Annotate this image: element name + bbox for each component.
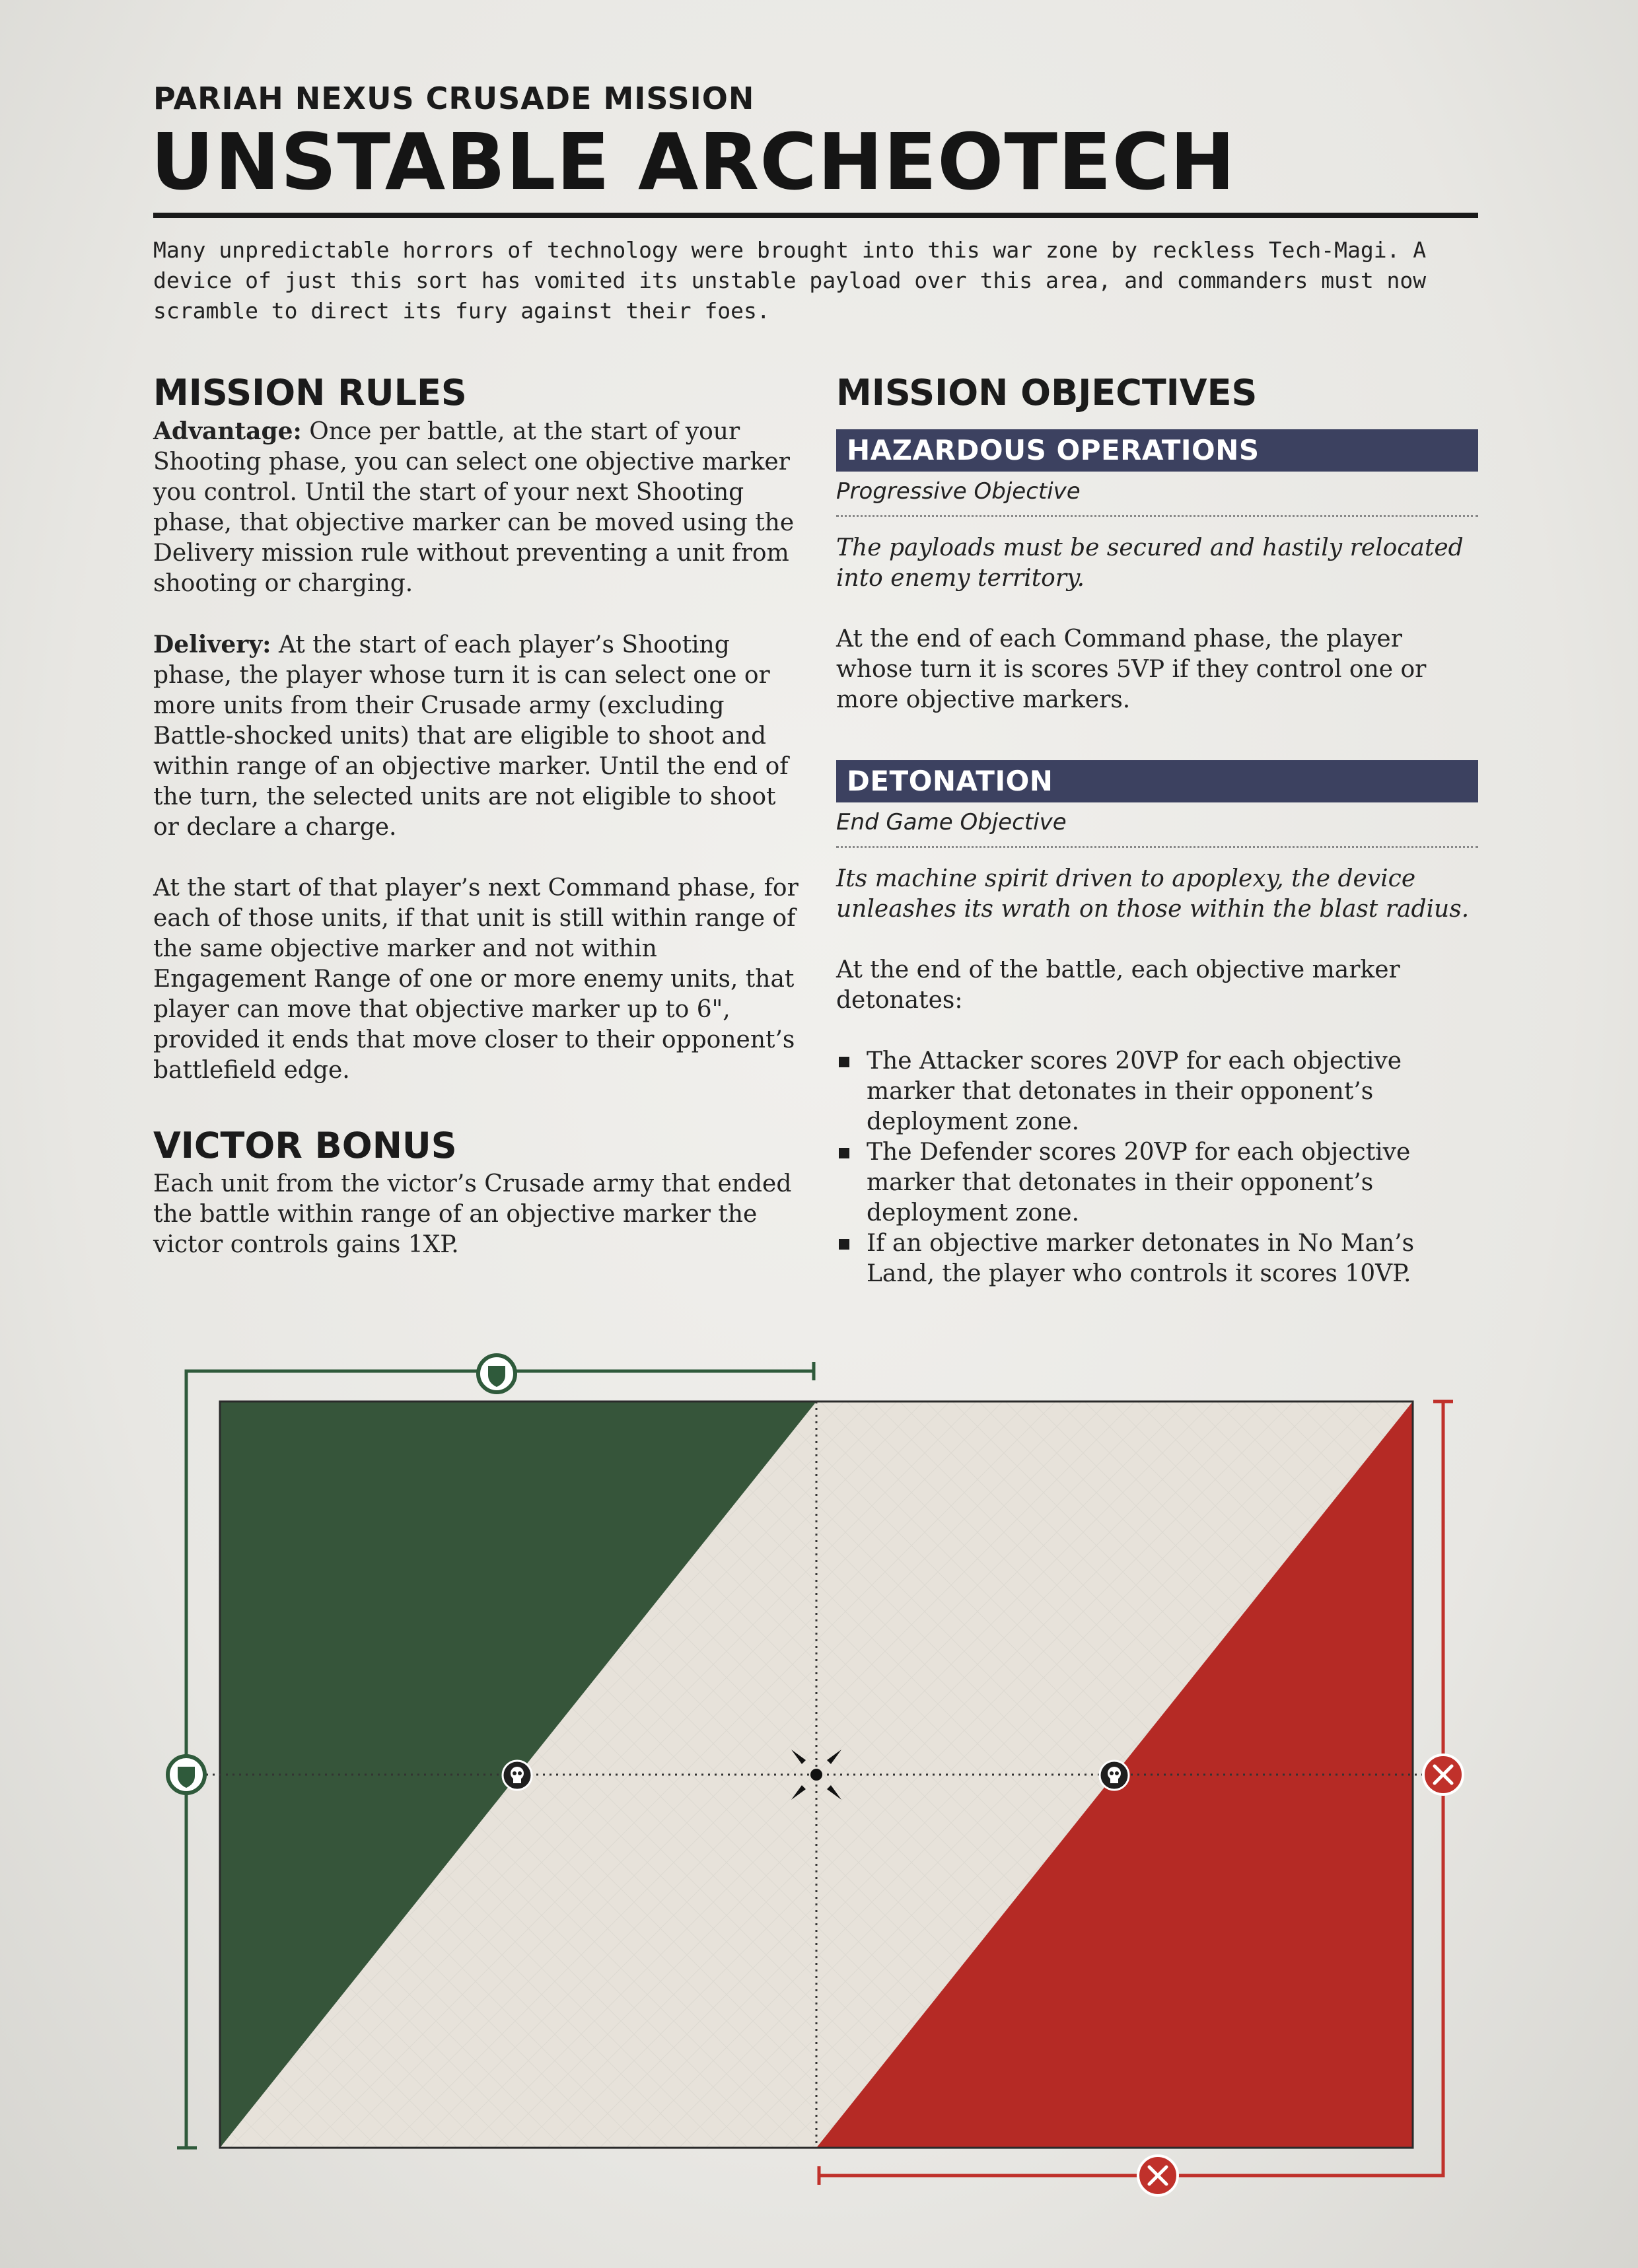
- hazardous-flavor-text: The payloads must be secured and hastily relocated into enemy territory.: [836, 534, 1464, 592]
- skull-objective-icon: [503, 1761, 532, 1790]
- bullet-item: The Attacker scores 20VP for each objective marker that detonates in their opponent’s deployment zone.: [836, 1046, 1478, 1137]
- skull-objective-icon: [1100, 1761, 1129, 1790]
- advantage-text: Once per battle, at the start of your Shooting phase, you can select one objective marker you control. Until the start of your next Shooting phase, that objective marker can be moved using the Delivery mission rule without preventing a unit from shooting or charging.: [153, 418, 795, 597]
- shield-icon: [478, 1355, 515, 1392]
- detonation-flavor-text: Its machine spirit driven to apoplexy, the device unleashes its wrath on those within the blast radius.: [836, 865, 1470, 923]
- hazardous-operations-banner: HAZARDOUS OPERATIONS: [836, 429, 1478, 472]
- detonation-banner: DETONATION: [836, 760, 1478, 802]
- mission-rules-heading: MISSION RULES: [153, 372, 467, 413]
- bullet-item: If an objective marker detonates in No Man’s Land, the player who controls it scores 10VP.: [836, 1228, 1478, 1289]
- detonation-objective-type: End Game Objective: [836, 802, 1478, 848]
- delivery-text-2: At the start of that player’s next Command phase, for each of those units, if that unit is still within range of the same objective marker and not within Engagement Range of one or more enemy units, that player can move that objective marker up to 6", provided it ends that move closer to their opponent’s battlefield edge.: [153, 874, 799, 1084]
- shield-icon: [168, 1756, 205, 1793]
- bullet-item: The Defender scores 20VP for each objective marker that detonates in their opponent’s deployment zone.: [836, 1137, 1478, 1228]
- delivery-label: Delivery:: [153, 631, 271, 658]
- victor-bonus-heading: VICTOR BONUS: [153, 1125, 457, 1166]
- intro-text: Many unpredictable horrors of technology were brought into this war zone by reckless Tech-Magi. A device of just this sort has vomited its unstable payload over this area, and commanders must now scramble to direct its fury against their foes.: [153, 237, 1427, 324]
- hazardous-objective-type: Progressive Objective: [836, 472, 1478, 517]
- victor-bonus-text: Each unit from the victor’s Crusade army that ended the battle within range of an objective marker the victor controls gains 1XP.: [153, 1170, 792, 1258]
- delivery-text: At the start of each player’s Shooting phase, the player whose turn it is can select one or more units from their Crusade army (excluding Battle-shocked units) that are eligible to shoot and within range of an objective marker. Until the end of the turn, the selected units are not eligible to shoot or declare a charge.: [153, 631, 789, 841]
- mission-objectives-heading: MISSION OBJECTIVES: [836, 372, 1258, 413]
- mission-title: UNSTABLE ARCHEOTECH: [151, 116, 1236, 207]
- crossed-swords-icon: [1138, 2156, 1178, 2195]
- advantage-label: Advantage:: [153, 417, 302, 445]
- detonation-rule-text: At the end of the battle, each objective marker detonates:: [836, 956, 1400, 1014]
- crossed-swords-icon: [1423, 1755, 1463, 1794]
- hazardous-rule-text: At the end of each Command phase, the player whose turn it is scores 5VP if they control one or more objective markers.: [836, 625, 1427, 713]
- mission-kicker: PARIAH NEXUS CRUSADE MISSION: [153, 81, 755, 116]
